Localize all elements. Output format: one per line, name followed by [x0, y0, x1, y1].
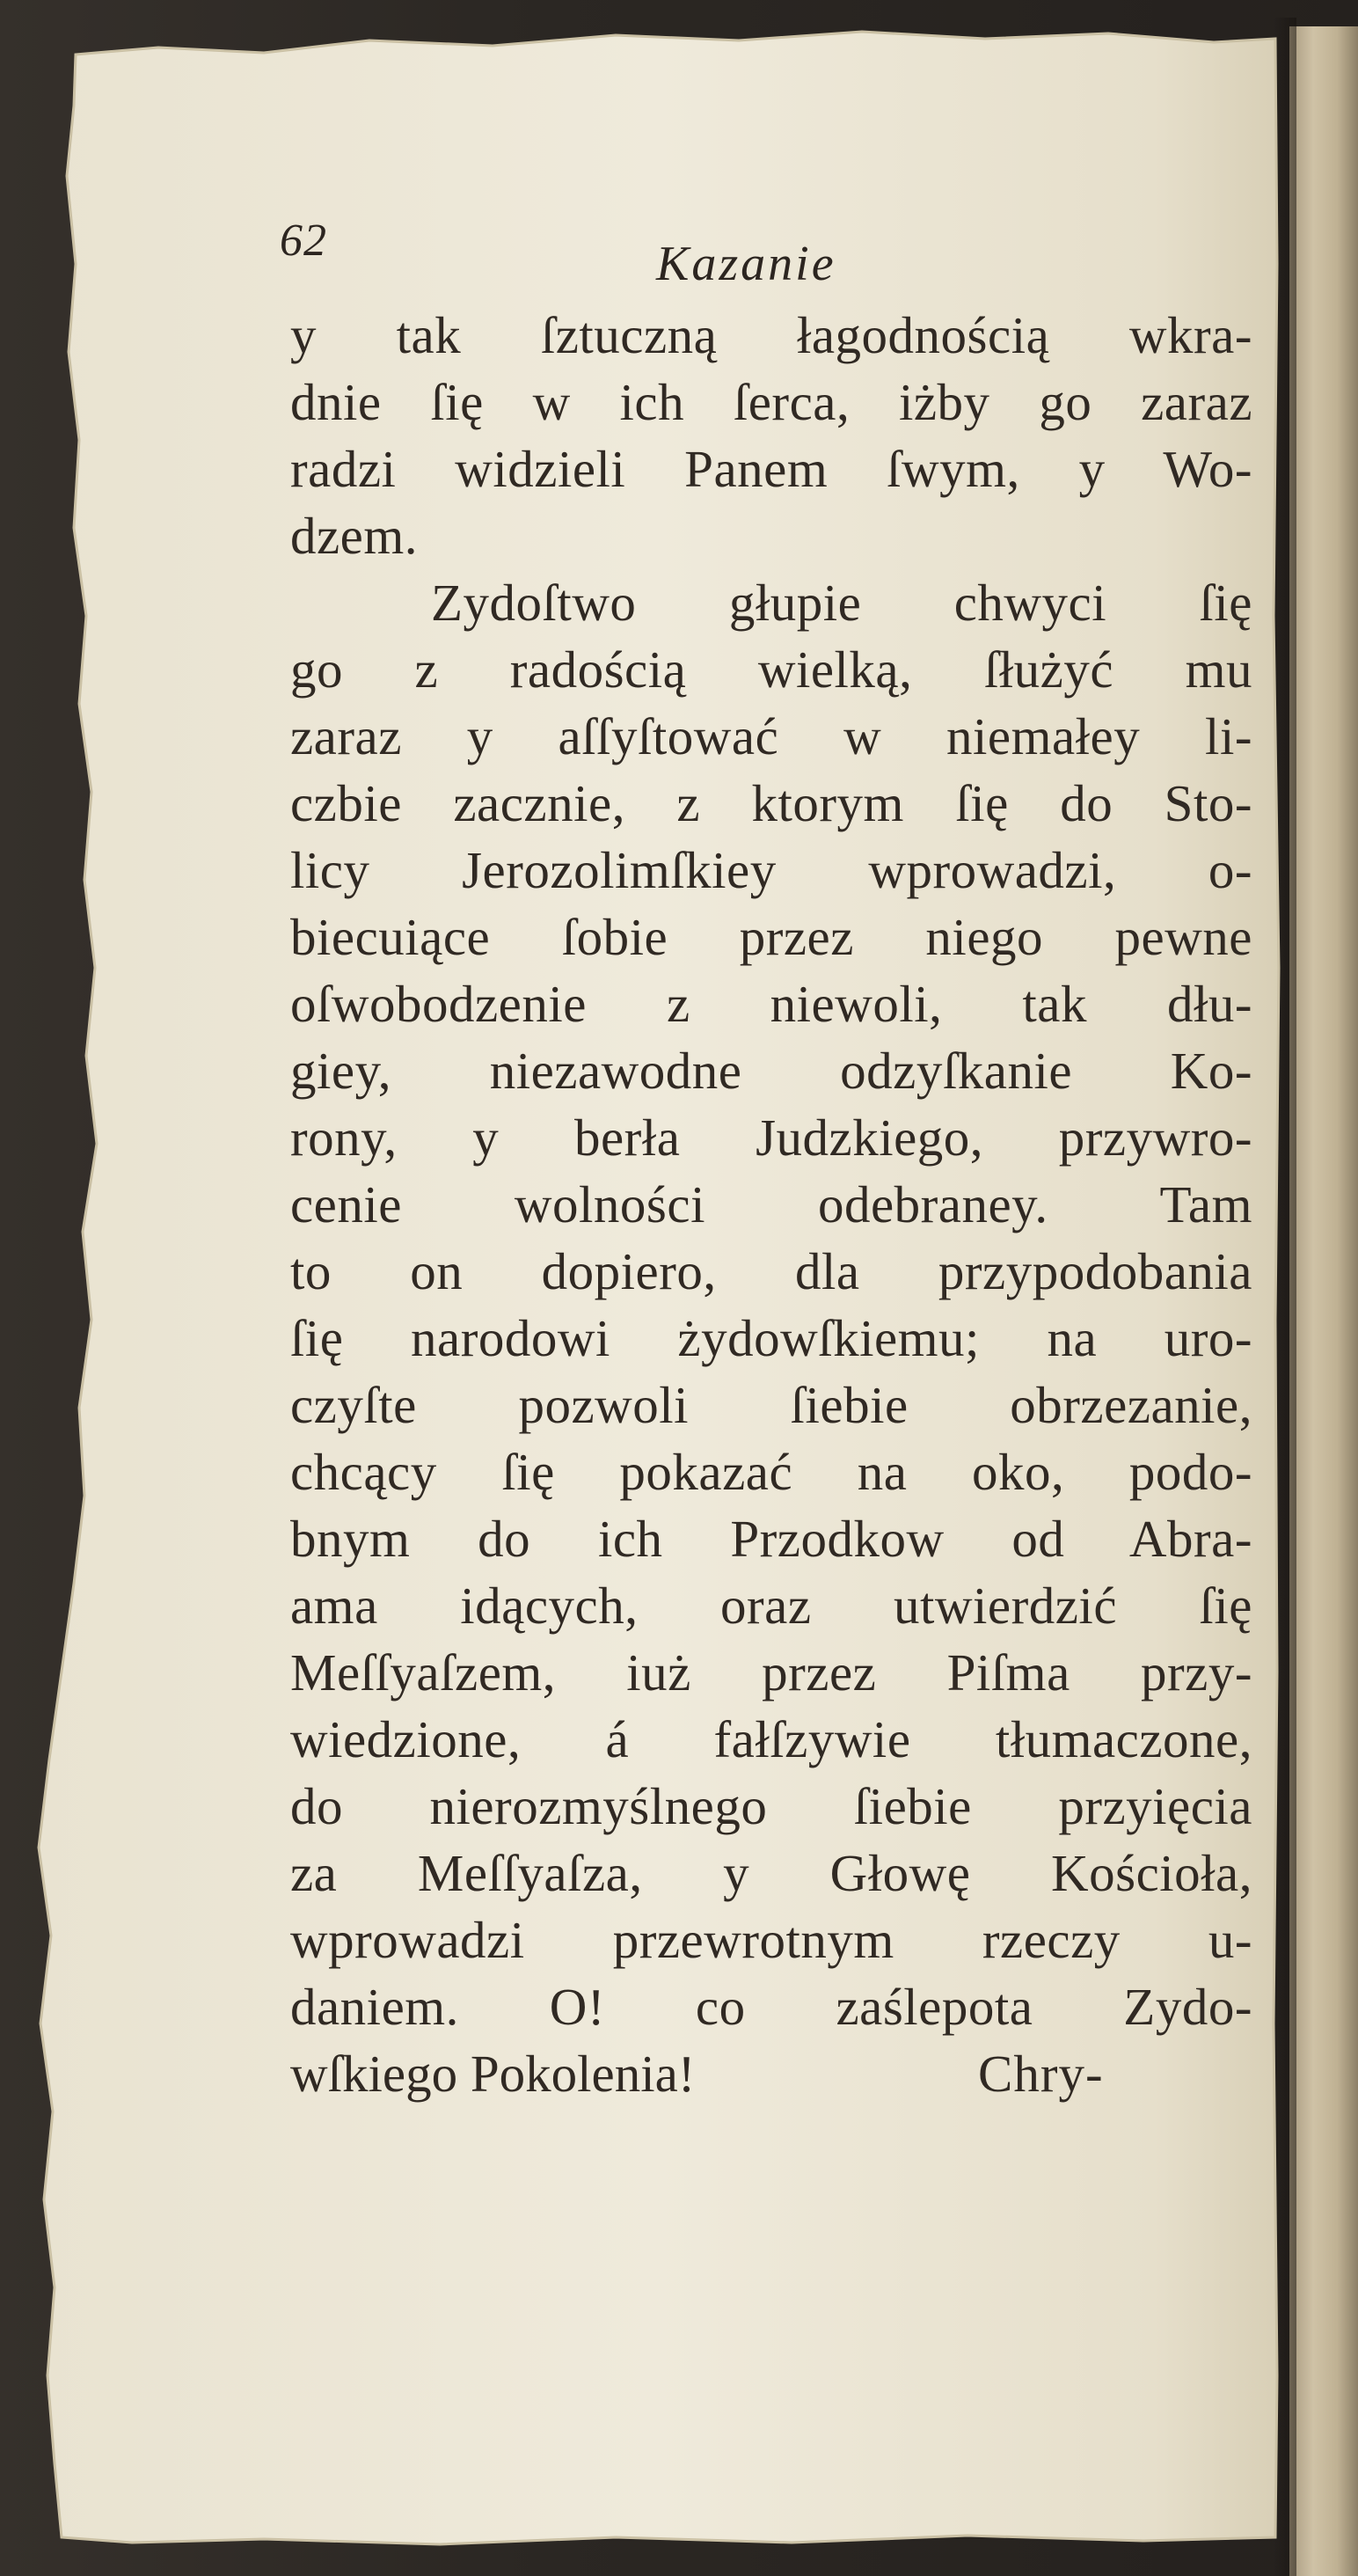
- catchword: Chry-: [978, 2045, 1104, 2103]
- page-number: 62: [280, 216, 327, 266]
- running-head: Kazanie: [656, 237, 836, 291]
- paragraph-first-line: Zydoſtwo głupie chwyci ſię: [431, 574, 1252, 632]
- text-line: wprowadzi przewrotnym rzeczy u-: [290, 1911, 1252, 1969]
- text-line: oſwobodzenie z niewoli, tak dłu-: [290, 975, 1252, 1033]
- text-line: licy Jerozolimſkiey wprowadzi, o-: [290, 841, 1252, 899]
- text-line: cenie wolności odebraney. Tam: [290, 1175, 1252, 1233]
- text-line: Meſſyaſzem, iuż przez Piſma przy-: [290, 1643, 1252, 1701]
- text-line-last: wſkiego Pokolenia!: [290, 2045, 696, 2103]
- text-line: go z radością wielką, ſłużyć mu: [290, 640, 1252, 699]
- text-line: ſię narodowi żydowſkiemu; na uro-: [290, 1309, 1252, 1367]
- text-line: radzi widzieli Panem ſwym, y Wo-: [290, 440, 1252, 498]
- text-line: ama idących, oraz utwierdzić ſię: [290, 1577, 1252, 1635]
- text-line: zaraz y aſſyſtować w niemałey li-: [290, 707, 1252, 765]
- text-line: y tak ſztuczną łagodnością wkra-: [290, 306, 1252, 364]
- text-line: dnie ſię w ich ſerca, iżby go zaraz: [290, 373, 1252, 431]
- text-line: czyſte pozwoli ſiebie obrzezanie,: [290, 1376, 1252, 1434]
- text-line: wiedzione, á fałſzywie tłumaczone,: [290, 1710, 1252, 1768]
- text-line: za Meſſyaſza, y Głowę Kościoła,: [290, 1844, 1252, 1902]
- text-line: do nierozmyślnego ſiebie przyięcia: [290, 1777, 1252, 1835]
- text-line: bnym do ich Przodkow od Abra-: [290, 1510, 1252, 1568]
- text-line: daniem. O! co zaślepota Zydo-: [290, 1978, 1252, 2036]
- text-line: biecuiące ſobie przez niego pewne: [290, 908, 1252, 966]
- text-line: czbie zacznie, z ktorym ſię do Sto-: [290, 774, 1252, 832]
- text-line: to on dopiero, dla przypodobania: [290, 1242, 1252, 1300]
- text-line: chcący ſię pokazać na oko, podo-: [290, 1443, 1252, 1501]
- text-line: rony, y berła Judzkiego, przywro-: [290, 1109, 1252, 1167]
- text-line: dzem.: [290, 507, 419, 565]
- text-line: giey, niezawodne odzyſkanie Ko-: [290, 1042, 1252, 1100]
